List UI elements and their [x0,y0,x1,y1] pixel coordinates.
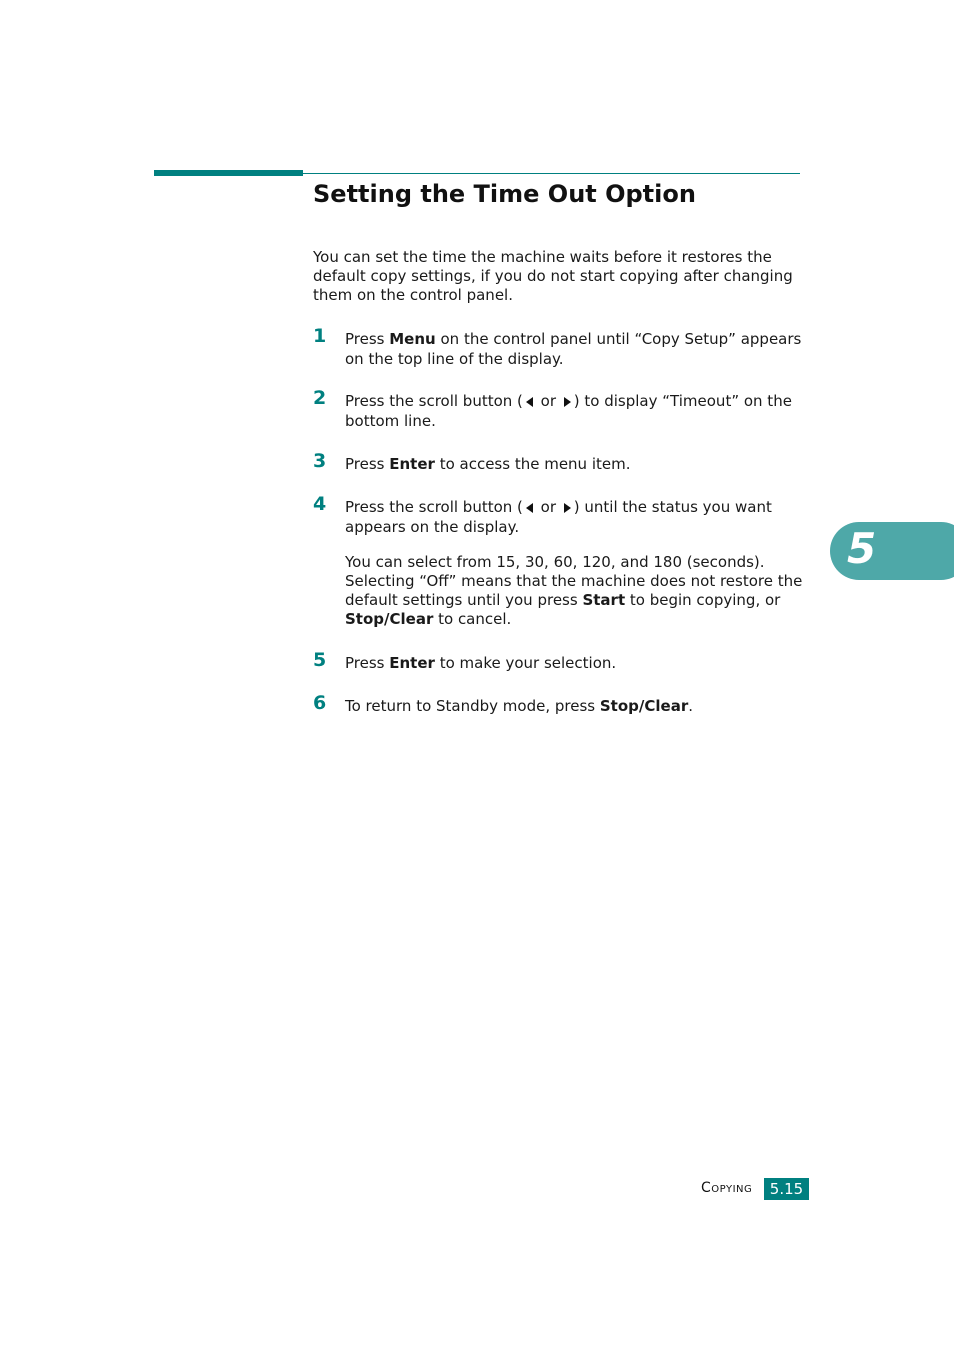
step-text: Press Enter to access the menu item. [345,455,631,473]
step-text: Press Enter to make your selection. [345,654,617,672]
footer-chapter-label: Copying [701,1180,753,1196]
step-4 [313,493,803,537]
step-number: 6 [313,692,327,714]
right-arrow-icon [564,503,571,513]
step-number: 2 [313,387,327,409]
left-arrow-icon [526,503,533,513]
step-2 [313,387,803,431]
step-text: Press Menu on the control panel until “Copy Setup” appears on the top line of the display. [345,330,802,368]
left-arrow-icon [526,397,533,407]
step-6 [313,692,803,716]
intro-paragraph: You can set the time the machine waits before it restores the default copy settings, if you do not start copying after changing them on the control panel. [313,248,793,304]
section-rule-thick [154,170,303,176]
step-text: To return to Standby mode, press Stop/Clear. [345,697,693,715]
step-1 [313,325,803,369]
step-number: 1 [313,325,327,347]
section-title: Setting the Time Out Option [313,180,696,208]
right-arrow-icon [564,397,571,407]
page-number: 5.15 [764,1178,809,1200]
step-number: 5 [313,649,327,671]
step-number: 4 [313,493,327,515]
chapter-number: 5 [847,524,877,573]
section-rule-thin [303,173,800,174]
step-text: Press the scroll button ( or ) to display “Timeout” on the bottom line. [345,392,792,430]
step-number: 3 [313,450,327,472]
step-3 [313,450,803,474]
step-text: Press the scroll button ( or ) until the status you want appears on the display. [345,498,772,536]
step-5 [313,649,803,673]
step-4-note: You can select from 15, 30, 60, 120, and 180 (seconds). Selecting “Off” means that the machine does not restore the default settings until you press Start to begin copying, or Stop/Clear to cancel. [345,553,803,628]
